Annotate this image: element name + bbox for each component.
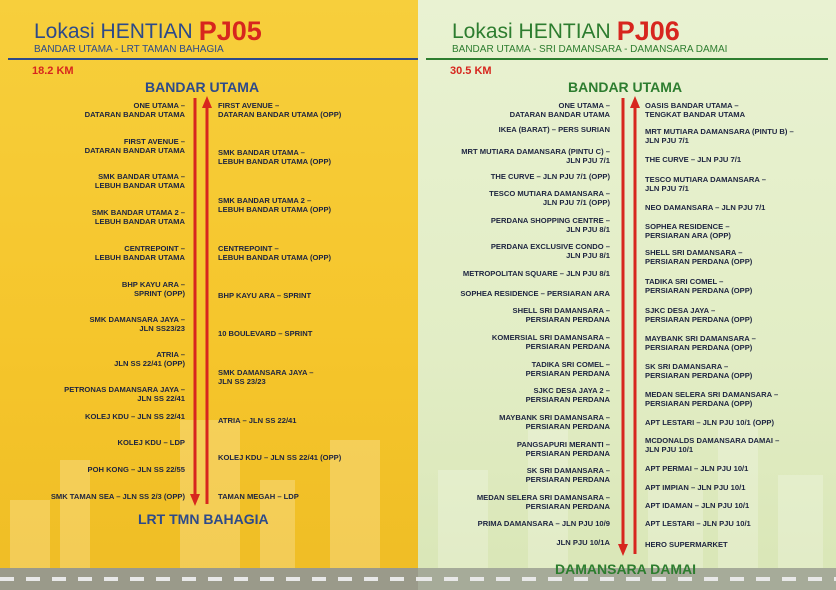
stop-label-line: METROPOLITAN SQUARE – JLN PJU 8/1 (462, 269, 610, 278)
pj05-right-stop (218, 196, 331, 214)
stop-label-line: LEBUH BANDAR UTAMA (94, 181, 185, 190)
pj06-start-terminal: BANDAR UTAMA (568, 79, 683, 95)
stop-label-line: MEDAN SELERA SRI DAMANSARA – (645, 390, 779, 399)
stop-label-line: PERSIARAN PERDANA (OPP) (645, 371, 753, 380)
pj05-title (34, 16, 262, 47)
pj06-right-stop (645, 519, 751, 528)
pj06-right-stop (645, 362, 752, 380)
stop-label-line: DATARAN BANDAR UTAMA (84, 110, 185, 119)
pj05-right-stop (218, 148, 331, 166)
pj05-end-terminal: LRT TMN BAHAGIA (138, 511, 269, 527)
stop-label-line: PANGSAPURI MERANTI – (516, 440, 610, 449)
stop-label-line: SK SRI DAMANSARA – (645, 362, 729, 371)
stop-label-line: FIRST AVENUE – (123, 137, 185, 146)
pj06-left-stop (526, 466, 610, 484)
stop-label-line: OASIS BANDAR UTAMA – (645, 101, 739, 110)
pj06-right-stop (645, 248, 752, 266)
stop-label-line: JLN PJU 10/1 (645, 445, 694, 454)
stop-label-line: SMK BANDAR UTAMA – (218, 148, 305, 157)
stop-label-line: APT IMPIAN – JLN PJU 10/1 (645, 483, 746, 492)
stop-label-line: SJKC DESA JAYA 2 – (533, 386, 610, 395)
pj05-left-stop (85, 412, 185, 421)
stop-label-line: DATARAN BANDAR UTAMA (509, 110, 610, 119)
pj05-right-stop (218, 492, 299, 501)
stop-label-line: MRT MUTIARA DAMANSARA (PINTU B) – (645, 127, 794, 136)
stop-label-line: FIRST AVENUE – (218, 101, 280, 110)
stop-label-line: SHELL SRI DAMANSARA – (512, 306, 610, 315)
pj06-end-terminal: DAMANSARA DAMAI (555, 561, 697, 577)
route-code: PJ06 (616, 16, 680, 46)
stop-label-line: MCDONALDS DAMANSARA DAMAI – (645, 436, 780, 445)
pj05-right-stop (218, 453, 341, 462)
pj05-left-stop (95, 244, 185, 262)
stop-label-line: SOPHEA RESIDENCE – (645, 222, 730, 231)
pj05-left-stop (114, 350, 185, 368)
pj06-title (452, 16, 680, 47)
stop-label-line: JLN SS 22/41 (137, 394, 185, 403)
pj06-left-stop (461, 147, 610, 165)
stop-label-line: MEDAN SELERA SRI DAMANSARA – (476, 493, 610, 502)
stop-label-line: PRIMA DAMANSARA – JLN PJU 10/9 (477, 519, 610, 528)
pj06-right-stop (645, 222, 731, 240)
pj06-route-arrows (616, 96, 642, 558)
stop-label-line: TENGKAT BANDAR UTAMA (645, 110, 746, 119)
pj06-left-stop (499, 125, 610, 134)
stop-label-line: PERSIARAN PERDANA (525, 422, 610, 431)
pj06-right-stop (645, 483, 745, 492)
stop-label-line: HERO SUPERMARKET (645, 540, 728, 549)
stop-label-line: JLN PJU 7/1 (645, 136, 689, 145)
pj06-panel (418, 0, 836, 590)
stop-label-line: JLN SS23/23 (139, 324, 185, 333)
pj06-left-stop (510, 101, 610, 119)
pj06-right-stop (645, 101, 745, 119)
stop-label-line: SMK DAMANSARA JAYA – (89, 315, 185, 324)
stop-label-line: DATARAN BANDAR UTAMA (84, 146, 185, 155)
pj05-right-stop (218, 291, 311, 300)
pj06-left-stop (492, 333, 610, 351)
stop-label-line: MRT MUTIARA DAMANSARA (PINTU C) – (461, 147, 610, 156)
pj06-right-stop (645, 334, 756, 352)
pj05-left-stop (117, 438, 185, 447)
stop-label-line: PERSIARAN PERDANA (525, 342, 610, 351)
stop-label-line: SMK BANDAR UTAMA 2 – (91, 208, 185, 217)
stop-label-line: KOLEJ KDU – LDP (117, 438, 185, 447)
stop-label-line: APT LESTARI – JLN PJU 10/1 (OPP) (645, 418, 774, 427)
stop-label-line: DATARAN BANDAR UTAMA (OPP) (218, 110, 342, 119)
stop-label-line: PERSIARAN PERDANA (525, 369, 610, 378)
stop-label-line: TAMAN MEGAH – LDP (218, 492, 299, 501)
stop-label-line: JLN PJU 10/1A (556, 538, 610, 547)
stop-label-line: 10 BOULEVARD – SPRINT (218, 329, 313, 338)
stop-label-line: TESCO MUTIARA DAMANSARA – (489, 189, 610, 198)
stop-label-line: APT LESTARI – JLN PJU 10/1 (645, 519, 751, 528)
stop-label-line: LEBUH BANDAR UTAMA (OPP) (218, 253, 332, 262)
stop-label-line: NEO DAMANSARA – JLN PJU 7/1 (645, 203, 766, 212)
stop-label-line: JLN PJU 7/1 (566, 156, 610, 165)
stop-label-line: LEBUH BANDAR UTAMA (94, 217, 185, 226)
stop-label-line: SHELL SRI DAMANSARA – (645, 248, 743, 257)
pj06-left-stop (478, 519, 610, 528)
stop-label-line: PERSIARAN PERDANA (OPP) (645, 399, 753, 408)
stop-label-line: TESCO MUTIARA DAMANSARA – (645, 175, 766, 184)
pj06-left-stop (491, 216, 610, 234)
pj06-right-stop (645, 175, 766, 193)
stop-label-line: BHP KAYU ARA – SPRINT (218, 291, 312, 300)
stop-label-line: JLN PJU 8/1 (566, 225, 610, 234)
pj06-right-stop (645, 390, 778, 408)
pj06-right-stop (645, 306, 752, 324)
stop-label-line: ATRIA – (156, 350, 185, 359)
pj05-left-stop (64, 385, 185, 403)
pj05-right-stop (218, 101, 341, 119)
stop-label-line: PERSIARAN PERDANA (525, 449, 610, 458)
stop-label-line: IKEA (BARAT) – PERS SURIAN (498, 125, 610, 134)
stop-label-line: KOMERSIAL SRI DAMANSARA – (491, 333, 610, 342)
pj05-left-stop (92, 208, 185, 226)
pj06-left-stop (477, 493, 610, 511)
pj06-right-stop (645, 436, 779, 454)
road-decoration (0, 568, 418, 590)
pj06-right-stop (645, 418, 774, 427)
pj06-right-stop (645, 203, 765, 212)
stop-label-line: BHP KAYU ARA – (121, 280, 185, 289)
pj05-right-stop (218, 416, 297, 425)
title-prefix: Lokasi HENTIAN (452, 20, 611, 43)
stop-label-line: PERDANA EXCLUSIVE CONDO – (490, 242, 610, 251)
pj06-right-stop (645, 540, 728, 549)
pj06-right-stop (645, 277, 752, 295)
stop-label-line: ONE UTAMA – (133, 101, 185, 110)
stop-label-line: MAYBANK SRI DAMANSARA – (499, 413, 610, 422)
stop-label-line: LEBUH BANDAR UTAMA (OPP) (218, 205, 332, 214)
pj05-left-stop (51, 492, 185, 501)
pj05-left-stop (85, 101, 185, 119)
stop-label-line: SMK BANDAR UTAMA – (98, 172, 185, 181)
pj05-start-terminal: BANDAR UTAMA (145, 79, 260, 95)
pj05-right-stop (218, 244, 331, 262)
stop-label-line: APT PERMAI – JLN PJU 10/1 (645, 464, 749, 473)
pj05-left-stop (89, 315, 185, 333)
stop-label-line: APT IDAMAN – JLN PJU 10/1 (645, 501, 750, 510)
stop-label-line: JLN SS 23/23 (218, 377, 266, 386)
stop-label-line: THE CURVE – JLN PJU 7/1 (OPP) (490, 172, 610, 181)
stop-label-line: PERSIARAN PERDANA (525, 475, 610, 484)
pj06-left-stop (517, 440, 610, 458)
pj05-right-stop (218, 368, 314, 386)
stop-label-line: TADIKA SRI COMEL – (645, 277, 724, 286)
pj06-left-stop (463, 269, 610, 278)
pj06-left-stop (489, 189, 610, 207)
stop-label-line: LEBUH BANDAR UTAMA (94, 253, 185, 262)
stop-label-line: KOLEJ KDU – JLN SS 22/41 (84, 412, 185, 421)
stop-label-line: CENTREPOINT – (124, 244, 185, 253)
pj06-left-stop (491, 242, 610, 260)
stop-label-line: JLN PJU 7/1 (OPP) (542, 198, 610, 207)
pj06-right-stop (645, 127, 794, 145)
stop-label-line: ONE UTAMA – (558, 101, 610, 110)
pj06-right-stop (645, 155, 741, 164)
pj06-left-stop (556, 538, 610, 547)
pj06-left-stop (513, 306, 610, 324)
pj05-left-stop (85, 137, 185, 155)
stop-label-line: THE CURVE – JLN PJU 7/1 (645, 155, 742, 164)
stop-label-line: PERSIARAN PERDANA (525, 395, 610, 404)
stop-label-line: SMK BANDAR UTAMA 2 – (218, 196, 312, 205)
stop-label-line: SPRINT (OPP) (133, 289, 185, 298)
route-code: PJ05 (198, 16, 262, 46)
stop-label-line: SOPHEA RESIDENCE – PERSIARAN ARA (460, 289, 610, 298)
pj06-left-stop (460, 289, 610, 298)
stop-label-line: JLN PJU 7/1 (645, 184, 689, 193)
stop-label-line: PERSIARAN PERDANA (OPP) (645, 286, 753, 295)
pj06-left-stop (499, 413, 610, 431)
pj05-left-stop (88, 465, 186, 474)
pj06-subtitle: BANDAR UTAMA - SRI DAMANSARA - DAMANSARA DAMAI (452, 44, 728, 55)
stop-label-line: POH KONG – JLN SS 22/55 (87, 465, 185, 474)
stop-label-line: PERSIARAN PERDANA (OPP) (645, 315, 753, 324)
stop-label-line: JLN PJU 8/1 (566, 251, 610, 260)
stop-label-line: PERSIARAN ARA (OPP) (645, 231, 731, 240)
pj05-distance: 18.2 KM (32, 65, 74, 77)
stop-label-line: SMK DAMANSARA JAYA – (218, 368, 314, 377)
pj06-left-stop (491, 172, 610, 181)
stop-label-line: SK SRI DAMANSARA – (526, 466, 610, 475)
stop-label-line: PERSIARAN PERDANA (OPP) (645, 343, 753, 352)
pj06-distance: 30.5 KM (450, 65, 492, 77)
stop-label-line: PERDANA SHOPPING CENTRE – (490, 216, 610, 225)
pj05-left-stop (95, 172, 185, 190)
stop-label-line: MAYBANK SRI DAMANSARA – (645, 334, 756, 343)
stop-label-line: PERSIARAN PERDANA (OPP) (645, 257, 753, 266)
pj06-left-stop (526, 360, 610, 378)
pj05-left-stop (122, 280, 185, 298)
stop-label-line: TADIKA SRI COMEL – (531, 360, 610, 369)
title-prefix: Lokasi HENTIAN (34, 20, 193, 43)
stop-label-line: PETRONAS DAMANSARA JAYA – (64, 385, 185, 394)
pj05-route-arrows (188, 96, 214, 508)
pj05-right-stop (218, 329, 312, 338)
title-divider (426, 58, 828, 60)
stop-label-line: PERSIARAN PERDANA (525, 502, 610, 511)
pj06-right-stop (645, 501, 749, 510)
stop-label-line: KOLEJ KDU – JLN SS 22/41 (OPP) (218, 453, 342, 462)
pj06-right-stop (645, 464, 748, 473)
pj05-subtitle: BANDAR UTAMA - LRT TAMAN BAHAGIA (34, 44, 224, 55)
stop-label-line: CENTREPOINT – (218, 244, 279, 253)
stop-label-line: PERSIARAN PERDANA (525, 315, 610, 324)
pj06-left-stop (526, 386, 610, 404)
title-divider (8, 58, 418, 60)
stop-label-line: SJKC DESA JAYA – (645, 306, 716, 315)
stop-label-line: SMK TAMAN SEA – JLN SS 2/3 (OPP) (50, 492, 185, 501)
stop-label-line: ATRIA – JLN SS 22/41 (218, 416, 297, 425)
stop-label-line: JLN SS 22/41 (OPP) (114, 359, 185, 368)
stop-label-line: LEBUH BANDAR UTAMA (OPP) (218, 157, 332, 166)
